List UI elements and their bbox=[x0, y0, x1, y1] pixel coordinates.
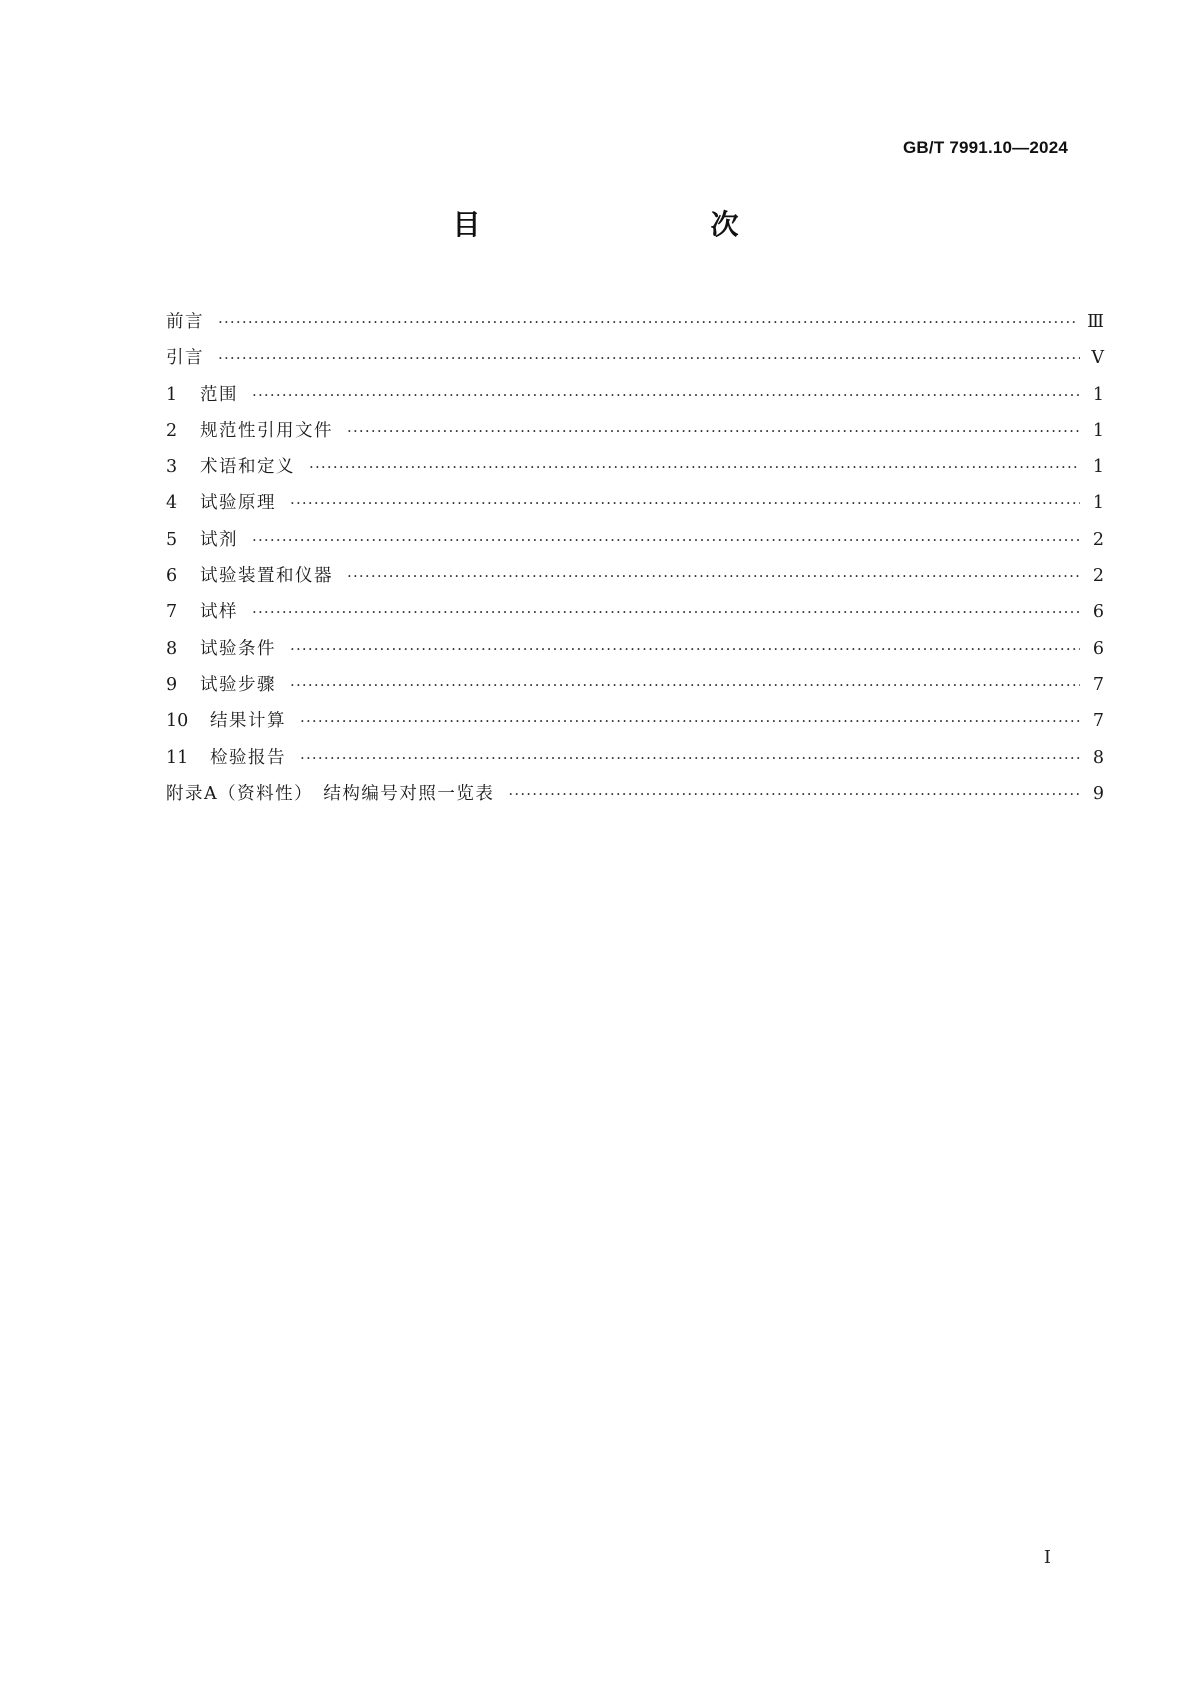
toc-page-number: 2 bbox=[1092, 529, 1104, 550]
toc-page-number: 1 bbox=[1092, 493, 1104, 514]
toc-entry-1 bbox=[166, 377, 1104, 413]
toc-leader bbox=[252, 594, 1080, 630]
toc-page-number: 7 bbox=[1092, 711, 1104, 732]
toc-leader bbox=[290, 485, 1080, 521]
toc-entry-3 bbox=[166, 449, 1104, 485]
toc-label: 试样 bbox=[200, 602, 238, 623]
toc-label: 附录A（资料性） 结构编号对照一览表 bbox=[166, 783, 495, 804]
toc-leader bbox=[252, 522, 1080, 558]
toc-label: 结果计算 bbox=[210, 711, 286, 732]
toc-leader bbox=[218, 304, 1077, 340]
toc-entry-8 bbox=[166, 631, 1104, 667]
toc-page-number: 1 bbox=[1092, 384, 1104, 405]
page-folio: Ⅰ bbox=[1043, 1547, 1051, 1568]
toc-label: 试验原理 bbox=[200, 493, 276, 514]
toc-entry-9 bbox=[166, 667, 1104, 703]
toc-label: 试验条件 bbox=[200, 638, 276, 659]
toc-leader bbox=[218, 340, 1080, 376]
toc-leader bbox=[508, 776, 1080, 812]
toc-label: 范围 bbox=[200, 384, 238, 405]
toc-label: 术语和定义 bbox=[200, 457, 295, 478]
toc-section-number: 1 bbox=[166, 384, 178, 405]
toc-entry-2 bbox=[166, 413, 1104, 449]
toc-entry-11 bbox=[166, 740, 1104, 776]
toc-section-number: 10 bbox=[166, 711, 189, 732]
toc-section-number: 7 bbox=[166, 602, 178, 623]
toc-section-number: 2 bbox=[166, 420, 178, 441]
toc-page-number: 1 bbox=[1092, 457, 1104, 478]
toc-entry-10 bbox=[166, 703, 1104, 739]
toc-label: 规范性引用文件 bbox=[200, 420, 333, 441]
toc-leader bbox=[290, 631, 1080, 667]
toc-section-number: 11 bbox=[166, 747, 189, 768]
standard-number: GB/T 7991.10—2024 bbox=[903, 138, 1068, 157]
toc-entry-foreword bbox=[166, 304, 1104, 340]
toc-leader bbox=[252, 377, 1080, 413]
toc-leader bbox=[347, 413, 1080, 449]
toc-entry-4 bbox=[166, 485, 1104, 521]
toc-leader bbox=[347, 558, 1080, 594]
toc-leader bbox=[300, 703, 1080, 739]
toc-section-number: 4 bbox=[166, 493, 178, 514]
toc-list bbox=[166, 304, 1104, 812]
toc-label: 引言 bbox=[166, 348, 204, 369]
toc-section-number: 9 bbox=[166, 674, 178, 695]
toc-page-number: 1 bbox=[1092, 420, 1104, 441]
toc-label: 检验报告 bbox=[210, 747, 286, 768]
toc-leader bbox=[290, 667, 1080, 703]
toc-section-number: 6 bbox=[166, 566, 178, 587]
toc-entry-annex-a bbox=[166, 776, 1104, 812]
toc-page-number: 6 bbox=[1092, 638, 1104, 659]
toc-page-number: 6 bbox=[1092, 602, 1104, 623]
toc-title: 目 次 bbox=[452, 208, 797, 241]
toc-section-number: 8 bbox=[166, 638, 178, 659]
toc-page-number: Ⅲ bbox=[1087, 312, 1104, 332]
toc-label: 试验装置和仪器 bbox=[200, 566, 333, 587]
toc-entry-7 bbox=[166, 594, 1104, 630]
toc-leader bbox=[309, 449, 1080, 485]
toc-entry-5 bbox=[166, 522, 1104, 558]
toc-page-number: 8 bbox=[1092, 747, 1104, 768]
toc-entry-6 bbox=[166, 558, 1104, 594]
toc-section-number: 3 bbox=[166, 457, 178, 478]
toc-label: 前言 bbox=[166, 312, 204, 332]
toc-leader bbox=[300, 740, 1080, 776]
toc-label: 试验步骤 bbox=[200, 674, 276, 695]
toc-entry-introduction bbox=[166, 340, 1104, 376]
toc-page-number: 2 bbox=[1092, 566, 1104, 587]
toc-section-number: 5 bbox=[166, 529, 178, 550]
toc-page-number: 9 bbox=[1092, 783, 1104, 804]
toc-page-number: 7 bbox=[1092, 674, 1104, 695]
toc-page-number: Ⅴ bbox=[1091, 348, 1104, 369]
toc-label: 试剂 bbox=[200, 529, 238, 550]
